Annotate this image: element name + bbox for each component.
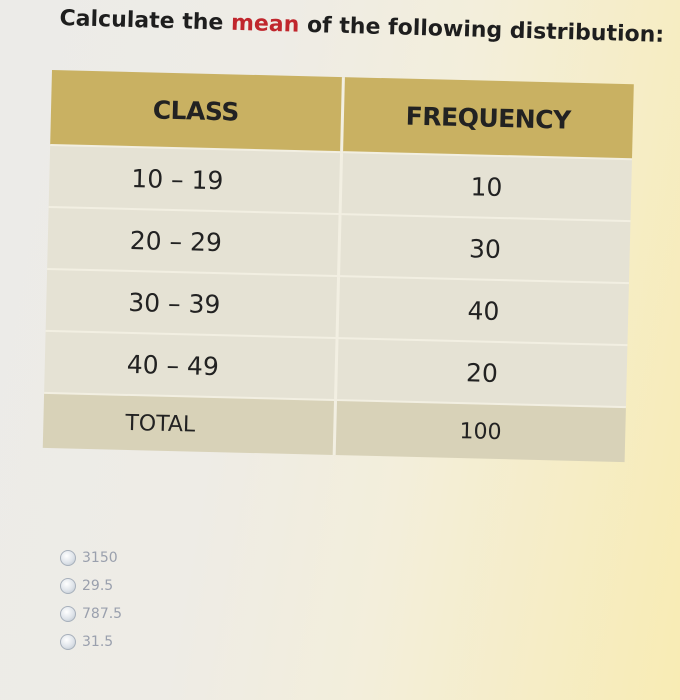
question-text [59,4,665,51]
question-highlight: mean [230,10,300,38]
option-label: 787.5 [82,606,123,622]
answer-options [60,544,122,656]
radio-button[interactable] [60,550,76,566]
option-label: 31.5 [82,634,114,650]
question-suffix: of the following distribution: [298,12,665,48]
class-cell: 40 – 49 [44,331,336,400]
option-label: 29.5 [82,578,114,594]
class-cell: 20 – 29 [47,207,339,276]
distribution-table [43,70,634,469]
class-cell: 30 – 39 [46,269,338,338]
question-prefix: Calculate the [59,5,232,36]
radio-button[interactable] [60,634,76,650]
header-frequency: FREQUENCY [341,77,634,159]
option-label: 3150 [82,550,118,566]
frequency-cell: 20 [335,338,627,407]
frequency-cell: 10 [340,152,632,221]
frequency-cell: 30 [338,214,630,283]
frequency-cell: 40 [337,276,629,345]
option-item[interactable] [60,572,122,600]
option-item[interactable] [60,628,122,656]
radio-button[interactable] [60,578,76,594]
option-item[interactable] [60,544,122,572]
total-value: 100 [334,400,626,462]
table-header-row [50,70,634,159]
option-item[interactable] [60,600,122,628]
total-label: TOTAL [43,393,335,455]
header-class: CLASS [50,70,343,152]
radio-button[interactable] [60,606,76,622]
class-cell: 10 – 19 [49,145,341,214]
